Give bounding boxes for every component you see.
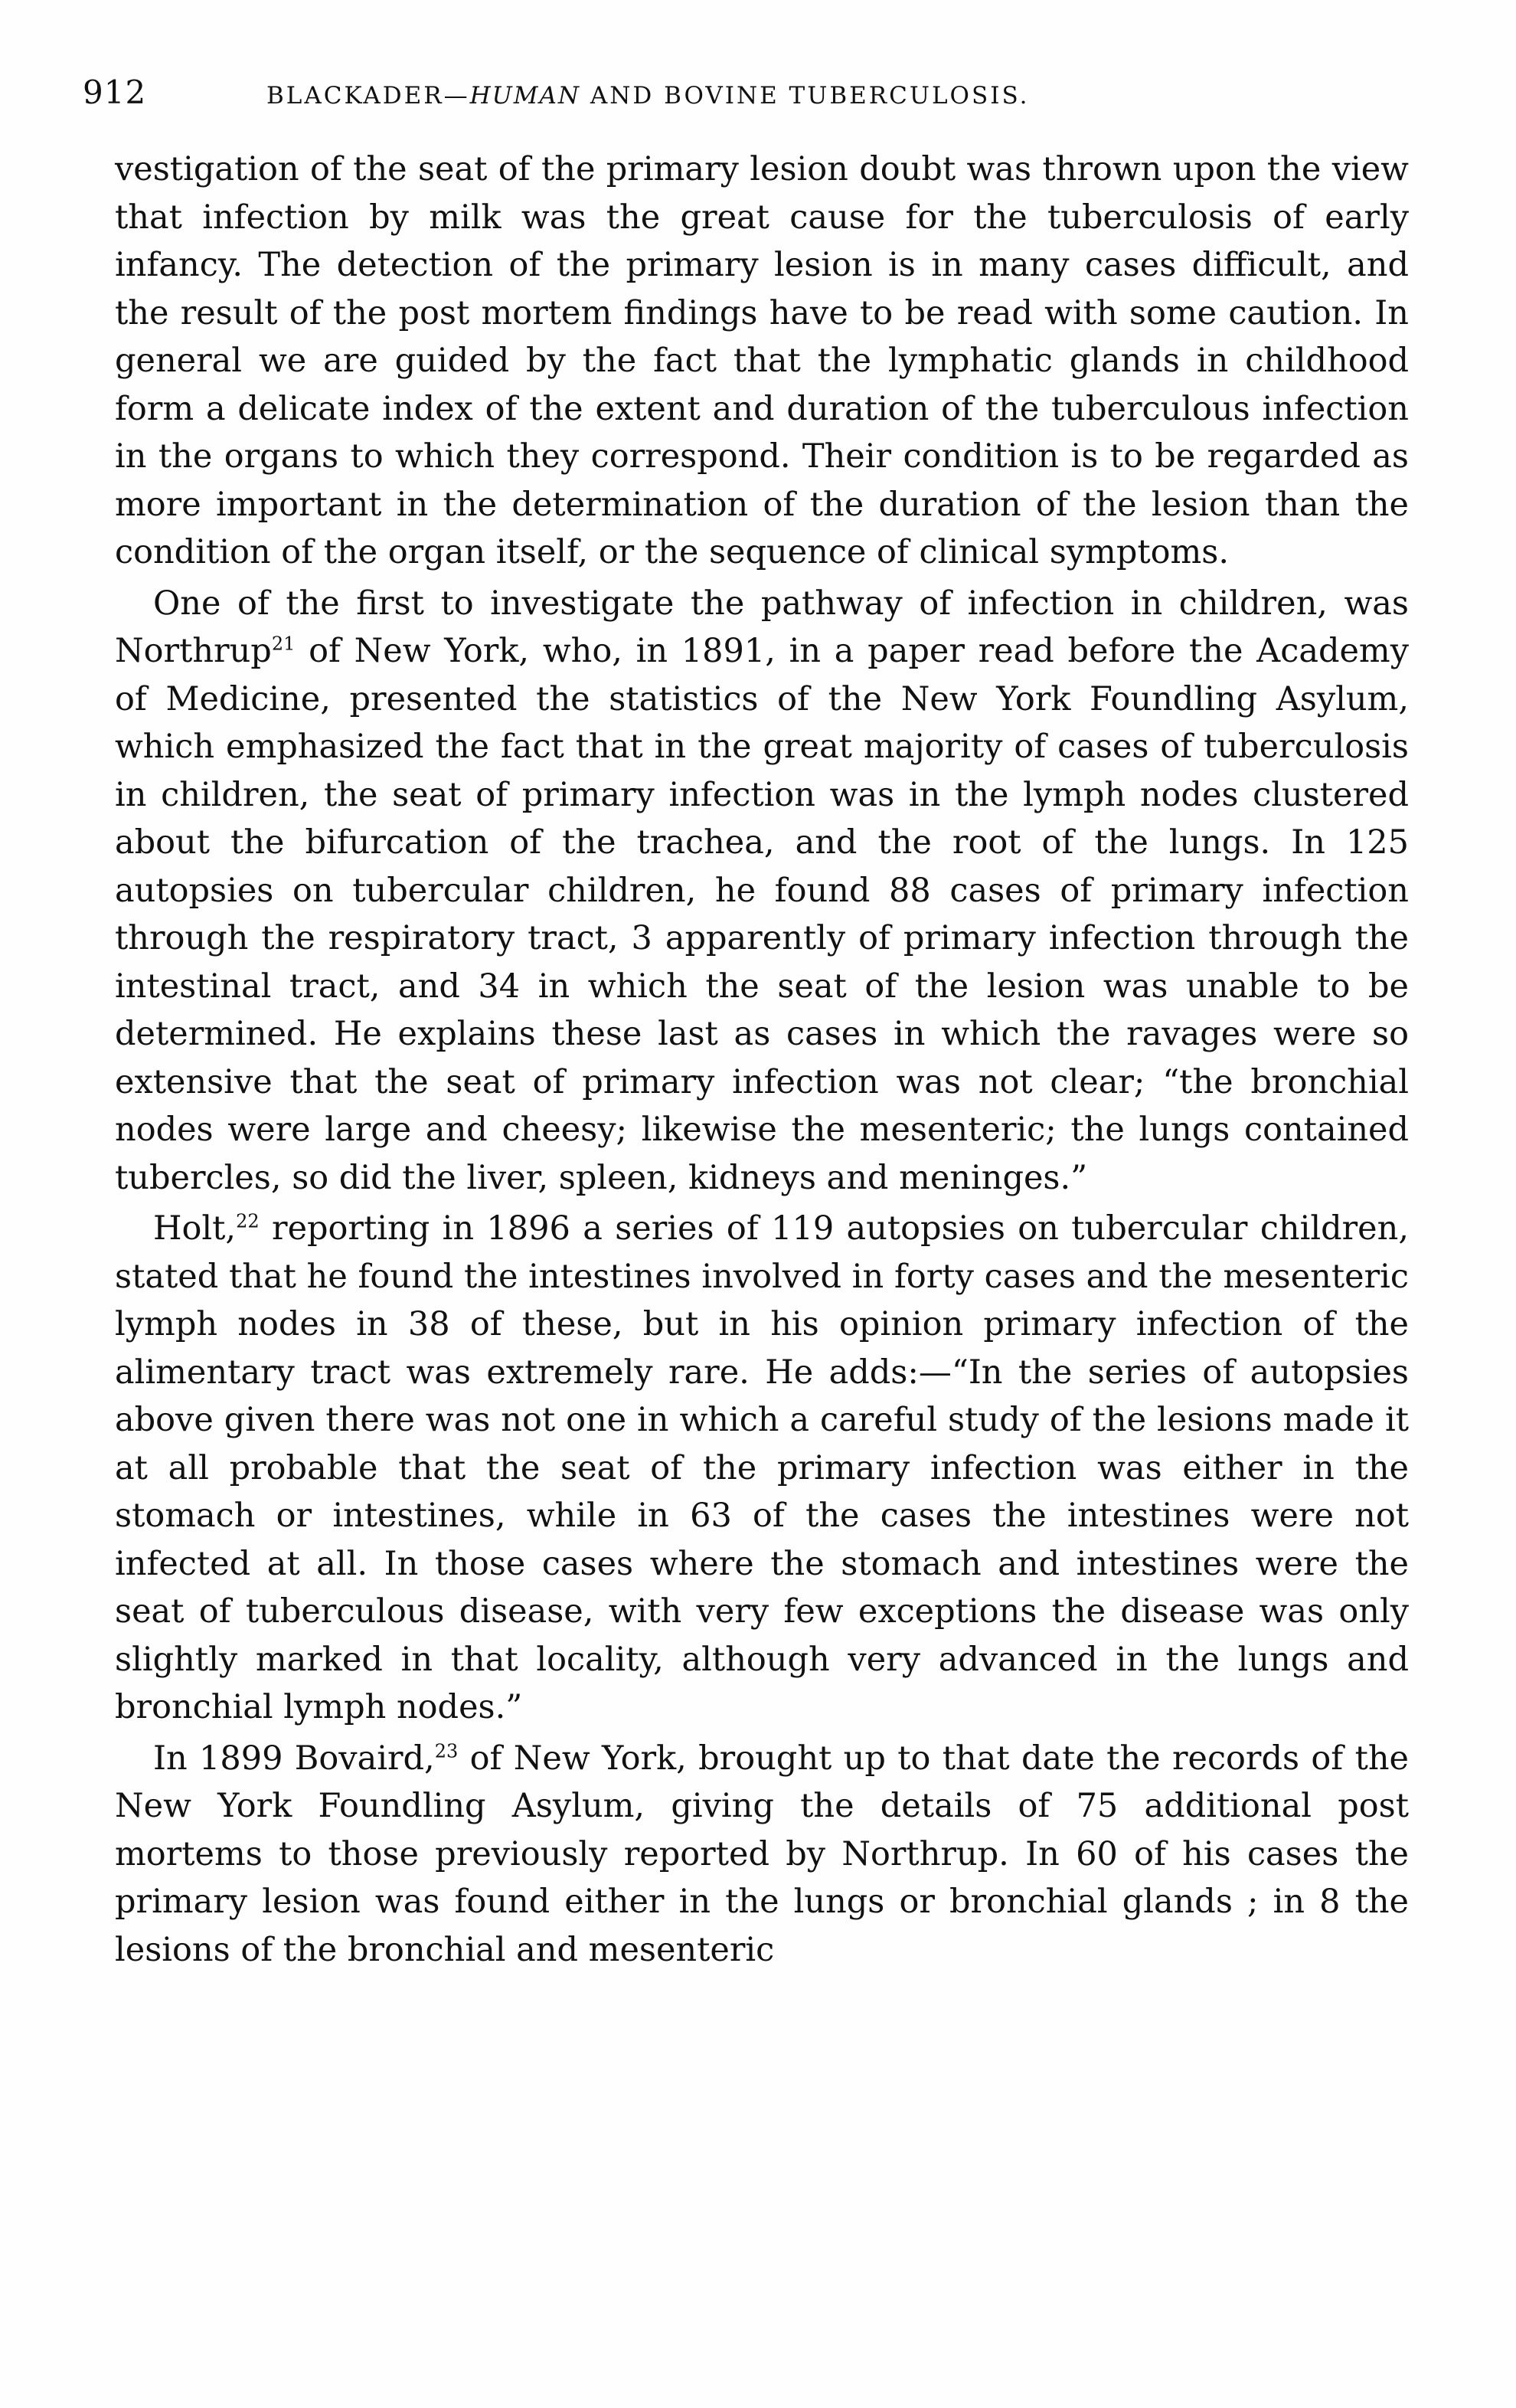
paragraph-p3 bbox=[115, 1205, 1409, 1732]
paragraph-p4 bbox=[115, 1735, 1409, 1974]
running-title-subject: HUMAN bbox=[469, 82, 581, 110]
page-number: 912 bbox=[83, 74, 147, 111]
running-title bbox=[266, 82, 1029, 110]
footnote-reference: 22 bbox=[236, 1210, 260, 1232]
running-head bbox=[83, 74, 1430, 119]
footnote-reference: 21 bbox=[271, 633, 296, 655]
paragraph-text: of New York, who, in 1891, in a paper read before the Academy of Medicine, presented the statistics of the New York Foundling Asylum, which emphasized the fact that in the great majority of cases of tuberculosis in children, the seat of primary infection was in the lymph nodes clustered about the bifurcation of the trachea, and the root of the lungs. In 125 autopsies on tubercular children, he found 88 cases of primary infection through the respiratory tract, 3 apparently of primary infection through the intestinal tract, and 34 in which the seat of the lesion was unable to be determined. He explains these last as cases in which the ravages were so extensive that the seat of primary infection was not clear; “the bronchial nodes were large and cheesy; likewise the mesenteric; the lungs contained tubercles, so did the liver, spleen, kidneys and meninges.” bbox=[115, 632, 1409, 1197]
running-title-author: BLACKADER— bbox=[266, 82, 470, 110]
paragraph-text: One of the first to investigate the pathway of infection in children, was Northrup bbox=[115, 584, 1409, 670]
running-title-tail: AND BOVINE TUBERCULOSIS. bbox=[580, 82, 1030, 110]
paragraph-p1 bbox=[115, 146, 1409, 577]
paragraph-text: Holt, bbox=[153, 1209, 237, 1248]
footnote-reference: 23 bbox=[434, 1740, 459, 1762]
paragraph-text: vestigation of the seat of the primary lesion doubt was thrown upon the view that infection by milk was the great cause for the tuberculosis of early infancy. The detection of the primary lesion is in many cases difficult, and the result of the post mortem findings have to be read with some caution. In general we are guided by the fact that the lymphatic glands in childhood form a delicate index of the extent and duration of the tuberculous infection in the organs to which they correspond. Their condition is to be regarded as more important in the determination of the duration of the lesion than the condition of the organ itself, or the sequence of clinical symptoms. bbox=[115, 150, 1409, 571]
body-text bbox=[115, 146, 1409, 1974]
paragraph-text: of New York, brought up to that date the records of the New York Foundling Asylum, giving the details of 75 additional post mortems to those previously reported by Northrup. In 60 of his cases the primary lesion was found either in the lungs or bronchial glands ; in 8 the lesions of the bronchial and mesenteric bbox=[115, 1739, 1409, 1969]
paragraph-text: In 1899 Bovaird, bbox=[153, 1739, 435, 1778]
paragraph-p2 bbox=[115, 580, 1409, 1202]
paragraph-text: reporting in 1896 a series of 119 autopsies on tubercular children, stated that he found the intestines involved in forty cases and the mesenteric lymph nodes in 38 of these, but in his opinion primary infection of the alimentary tract was extremely rare. He adds:—“In the series of autopsies above given there was not one in which a careful study of the lesions made it at all probable that the seat of the primary infection was either in the stomach or intestines, while in 63 of the cases the intestines were not infected at all. In those cases where the stomach and intestines were the seat of tuberculous disease, with very few exceptions the disease was only slightly marked in that locality, although very advanced in the lungs and bronchial lymph nodes.” bbox=[115, 1209, 1409, 1726]
